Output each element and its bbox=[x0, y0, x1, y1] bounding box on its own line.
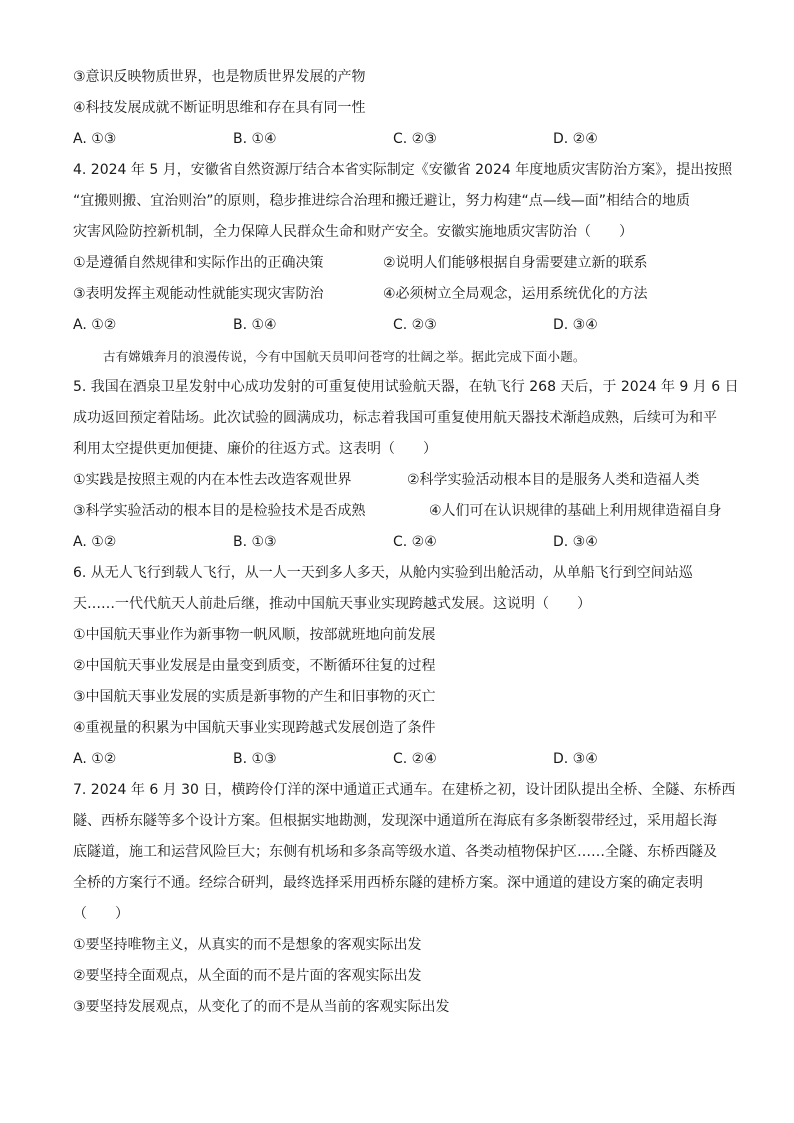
q4-option-c: C. ②③ bbox=[393, 317, 437, 333]
q6-statement-3: ③中国航天事业发展的实质是新事物的产生和旧事物的灭亡 bbox=[73, 689, 436, 705]
q7-statement-1: ①要坚持唯物主义，从真实的而不是想象的客观实际出发 bbox=[73, 937, 422, 953]
q4-statement-4: ④必须树立全局观念，运用系统优化的方法 bbox=[383, 286, 648, 302]
q4-stem-line-1: 4. 2024 年 5 月，安徽省自然资源厅结合本省实际制定《安徽省 2024 年度地质灾害防治方案》，提出按照 bbox=[73, 162, 733, 178]
q3-options bbox=[73, 124, 722, 155]
q6-stem-line-1: 6. 从无人飞行到载人飞行，从一人一天到多人多天，从舱内实验到出舱活动，从单船飞行到空间站巡 bbox=[73, 565, 693, 581]
q5-option-d: D. ③④ bbox=[553, 534, 598, 550]
q5-stem-line-1: 5. 我国在酒泉卫星发射中心成功发射的可重复使用试验航天器，在轨飞行 268 天后，于 2024 年 9 月 6 日 bbox=[73, 379, 739, 395]
q7-stem-line-4: 全桥的方案行不通。经综合研判，最终选择采用西桥东隧的建桥方案。深中通道的建设方案的确定表明 bbox=[73, 875, 703, 891]
q5-statement-3: ③科学实验活动的根本目的是检验技术是否成熟 bbox=[73, 503, 366, 519]
q3-option-b: B. ①④ bbox=[233, 131, 277, 147]
q7-stem-line-1: 7. 2024 年 6 月 30 日，横跨伶仃洋的深中通道正式通车。在建桥之初，设计团队提出全桥、全隧、东桥西 bbox=[73, 782, 736, 798]
q4-option-a: A. ①② bbox=[73, 317, 117, 333]
q3-option-c: C. ②③ bbox=[393, 131, 437, 147]
q4-option-d: D. ③④ bbox=[553, 317, 598, 333]
q4-stem-line-2: “宜搬则搬、宜治则治”的原则，稳步推进综合治理和搬迁避让，努力构建“点—线—面”相结合的地质 bbox=[73, 193, 691, 209]
q3-option-d: D. ②④ bbox=[553, 131, 598, 147]
material-intro: 古有嫦娥奔月的浪漫传说，今有中国航天员叩问苍穹的壮阔之举。据此完成下面小题。 bbox=[103, 349, 586, 364]
q4-option-b: B. ①④ bbox=[233, 317, 277, 333]
q6-statement-1: ①中国航天事业作为新事物一帆风顺，按部就班地向前发展 bbox=[73, 627, 436, 643]
q5-statement-4: ④人们可在认识规律的基础上利用规律造福自身 bbox=[429, 503, 722, 519]
q3-option-a: A. ①③ bbox=[73, 131, 117, 147]
q4-statement-1: ①是遵循自然规律和实际作出的正确决策 bbox=[73, 255, 324, 271]
q5-statement-1: ①实践是按照主观的内在本性去改造客观世界 bbox=[73, 472, 352, 488]
q6-option-a: A. ①② bbox=[73, 751, 117, 767]
q4-options bbox=[73, 310, 722, 341]
q6-statement-2: ②中国航天事业发展是由量变到质变，不断循环往复的过程 bbox=[73, 658, 436, 674]
q4-statement-2: ②说明人们能够根据自身需要建立新的联系 bbox=[383, 255, 648, 271]
q6-options bbox=[73, 744, 722, 775]
q7-stem-line-5: （ ） bbox=[73, 906, 129, 922]
q5-statement-2: ②科学实验活动根本目的是服务人类和造福人类 bbox=[407, 472, 700, 488]
q5-stem-line-2: 成功返回预定着陆场。此次试验的圆满成功，标志着我国可重复使用航天器技术渐趋成熟，后续可为和平 bbox=[73, 410, 717, 426]
q6-option-b: B. ①③ bbox=[233, 751, 277, 767]
q4-stem-line-3: 灾害风险防控新机制，全力保障人民群众生命和财产安全。安徽实施地质灾害防治（ ） bbox=[73, 224, 633, 240]
q3-statement-3: ③意识反映物质世界，也是物质世界发展的产物 bbox=[73, 69, 366, 85]
q4-statement-3: ③表明发挥主观能动性就能实现灾害防治 bbox=[73, 286, 324, 302]
q5-statements-row-2 bbox=[73, 496, 722, 527]
q4-statements-row-2 bbox=[73, 279, 722, 310]
q5-option-c: C. ②④ bbox=[393, 534, 437, 550]
q6-option-d: D. ③④ bbox=[553, 751, 598, 767]
q4-statements-row-1 bbox=[73, 248, 722, 279]
q6-stem-line-2: 天……一代代航天人前赴后继，推动中国航天事业实现跨越式发展。这说明（ ） bbox=[73, 596, 591, 612]
q5-options bbox=[73, 527, 722, 558]
q7-stem-line-2: 隧、西桥东隧等多个设计方案。但根据实地勘测，发现深中通道所在海底有多条断裂带经过，采用超长海 bbox=[73, 813, 717, 829]
q6-option-c: C. ②④ bbox=[393, 751, 437, 767]
q6-statement-4: ④重视量的积累为中国航天事业实现跨越式发展创造了条件 bbox=[73, 720, 436, 736]
q7-stem-line-3: 底隧道，施工和运营风险巨大；东侧有机场和多条高等级水道、各类动植物保护区……全隧、东桥西隧及 bbox=[73, 844, 717, 860]
q3-statement-4: ④科技发展成就不断证明思维和存在具有同一性 bbox=[73, 100, 366, 116]
q5-statements-row-1 bbox=[73, 465, 722, 496]
q5-option-b: B. ①③ bbox=[233, 534, 277, 550]
q7-statement-3: ③要坚持发展观点，从变化了的而不是从当前的客观实际出发 bbox=[73, 999, 450, 1015]
q7-statement-2: ②要坚持全面观点，从全面的而不是片面的客观实际出发 bbox=[73, 968, 422, 984]
q5-option-a: A. ①② bbox=[73, 534, 117, 550]
q5-stem-line-3: 利用太空提供更加便捷、廉价的往返方式。这表明（ ） bbox=[73, 441, 437, 457]
